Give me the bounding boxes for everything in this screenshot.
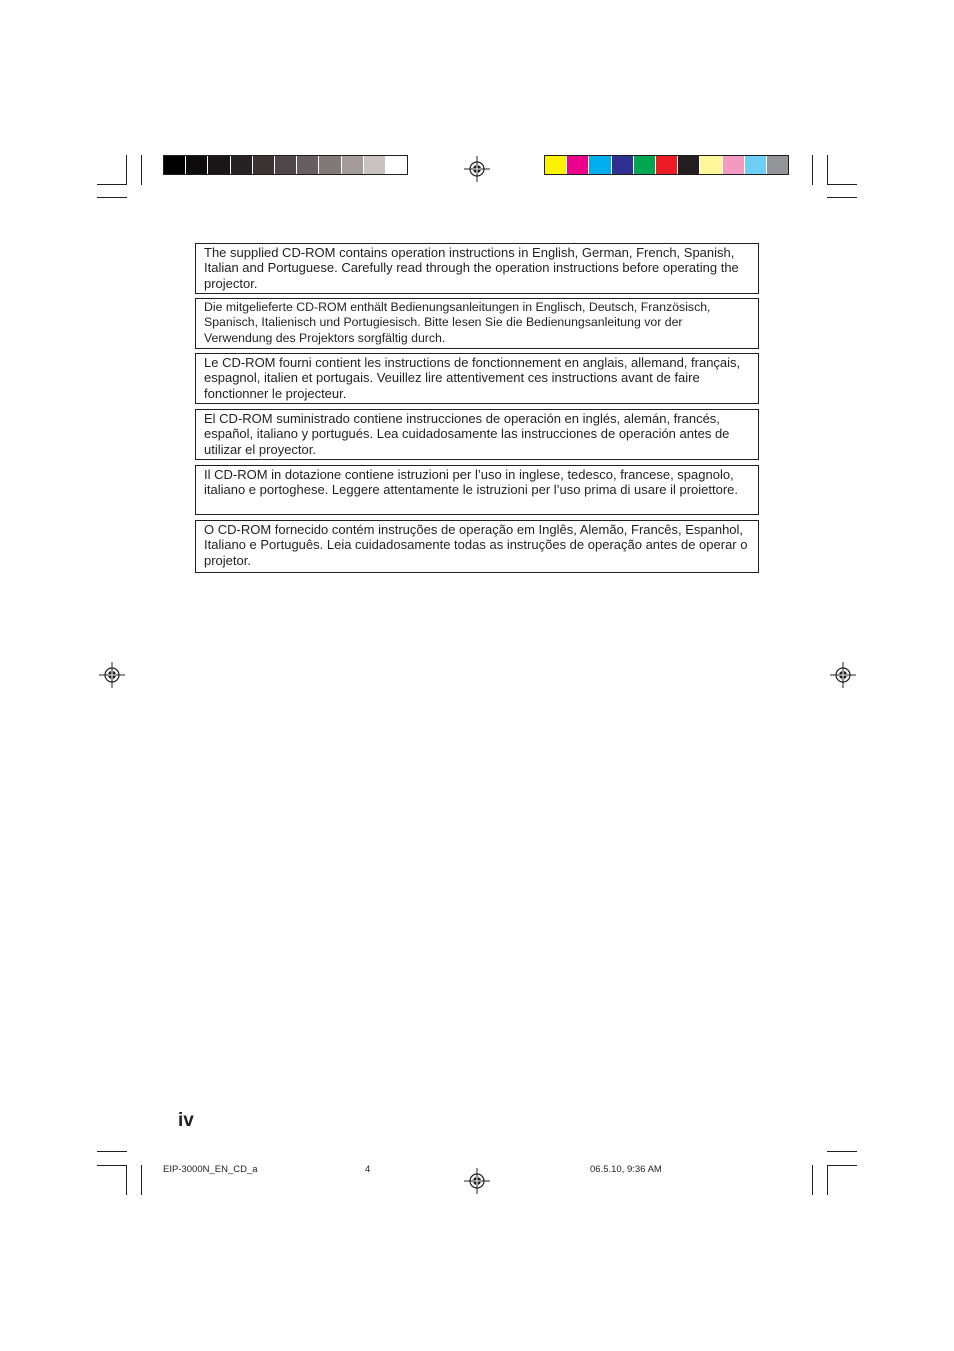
crop-mark-bottom-left-h — [97, 1151, 127, 1152]
slug-page: 4 — [365, 1164, 371, 1175]
color-swatch — [767, 156, 788, 174]
color-swatch — [723, 156, 745, 174]
crop-mark-bottom-right-h — [827, 1151, 857, 1152]
color-swatch — [612, 156, 634, 174]
crop-mark-bottom-left-v2 — [141, 1165, 142, 1195]
crop-mark-bottom-left-h2 — [97, 1165, 127, 1166]
gray-swatch — [186, 156, 208, 174]
color-swatch — [678, 156, 700, 174]
crop-mark-top-left-h2 — [97, 197, 127, 198]
registration-mark-top-icon — [464, 156, 490, 182]
color-swatch — [656, 156, 678, 174]
crop-mark-top-left-h — [97, 184, 127, 185]
registration-mark-bottom-icon — [464, 1168, 490, 1194]
notice-english: The supplied CD-ROM contains operation instructions in English, German, French, Spanish, Italian and Portuguese. Carefully read through the operation instructions before operating the projector. — [195, 243, 759, 294]
notice-spanish: El CD-ROM suministrado contiene instrucciones de operación en inglés, alemán, francés, español, italiano y portugués. Lea cuidadosamente las instrucciones de operación antes de utilizar el proyector. — [195, 409, 759, 460]
slug-datetime: 06.5.10, 9:36 AM — [590, 1164, 662, 1175]
crop-mark-top-right-h2 — [827, 197, 857, 198]
registration-mark-right-icon — [830, 662, 856, 688]
color-swatch — [545, 156, 567, 174]
gray-swatch — [342, 156, 364, 174]
page-number: iv — [178, 1110, 194, 1131]
gray-swatch — [319, 156, 341, 174]
slug-filename: EIP-3000N_EN_CD_a — [163, 1164, 258, 1175]
gray-swatch — [164, 156, 186, 174]
color-swatch — [700, 156, 722, 174]
crop-mark-top-left-v — [126, 155, 127, 185]
gray-swatch — [275, 156, 297, 174]
gray-swatch — [386, 156, 407, 174]
gray-swatch — [253, 156, 275, 174]
crop-mark-top-right-v — [827, 155, 828, 185]
gray-swatch — [364, 156, 386, 174]
color-swatch — [589, 156, 611, 174]
crop-mark-bottom-right-v2 — [812, 1165, 813, 1195]
gray-swatch — [231, 156, 253, 174]
color-swatch — [745, 156, 767, 174]
notice-german: Die mitgelieferte CD-ROM enthält Bedienungsanleitungen in Englisch, Deutsch, Französisch, Spanisch, Italienisch und Portugiesisch. Bitte lesen Sie die Bedienungsanleitung vor der Verwendung des Projektors sorgfältig durch. — [195, 298, 759, 349]
gray-swatch — [297, 156, 319, 174]
notice-portuguese: O CD-ROM fornecido contém instruções de operação em Inglês, Alemão, Francês, Espanhol, Italiano e Português. Leia cuidadosamente todas as instruções de operação antes de operar o projetor. — [195, 520, 759, 573]
color-calibration-bar — [544, 155, 789, 175]
notice-french: Le CD-ROM fourni contient les instructions de fonctionnement en anglais, allemand, français, espagnol, italien et portugais. Veuillez lire attentivement ces instructions avant de faire fonctionner le projecteur. — [195, 353, 759, 404]
crop-mark-bottom-left-v — [126, 1165, 127, 1195]
gray-swatch — [208, 156, 230, 174]
notice-italian: Il CD-ROM in dotazione contiene istruzioni per l’uso in inglese, tedesco, francese, spagnolo, italiano e portoghese. Leggere attentamente le istruzioni per l’uso prima di usare il proiettore. — [195, 465, 759, 515]
crop-mark-top-right-h — [827, 184, 857, 185]
registration-mark-left-icon — [99, 662, 125, 688]
grayscale-calibration-bar — [163, 155, 408, 175]
crop-mark-top-left-v2 — [141, 155, 142, 185]
color-swatch — [567, 156, 589, 174]
crop-mark-bottom-right-h2 — [827, 1165, 857, 1166]
crop-mark-bottom-right-v — [827, 1165, 828, 1195]
crop-mark-top-right-v2 — [812, 155, 813, 185]
color-swatch — [634, 156, 656, 174]
